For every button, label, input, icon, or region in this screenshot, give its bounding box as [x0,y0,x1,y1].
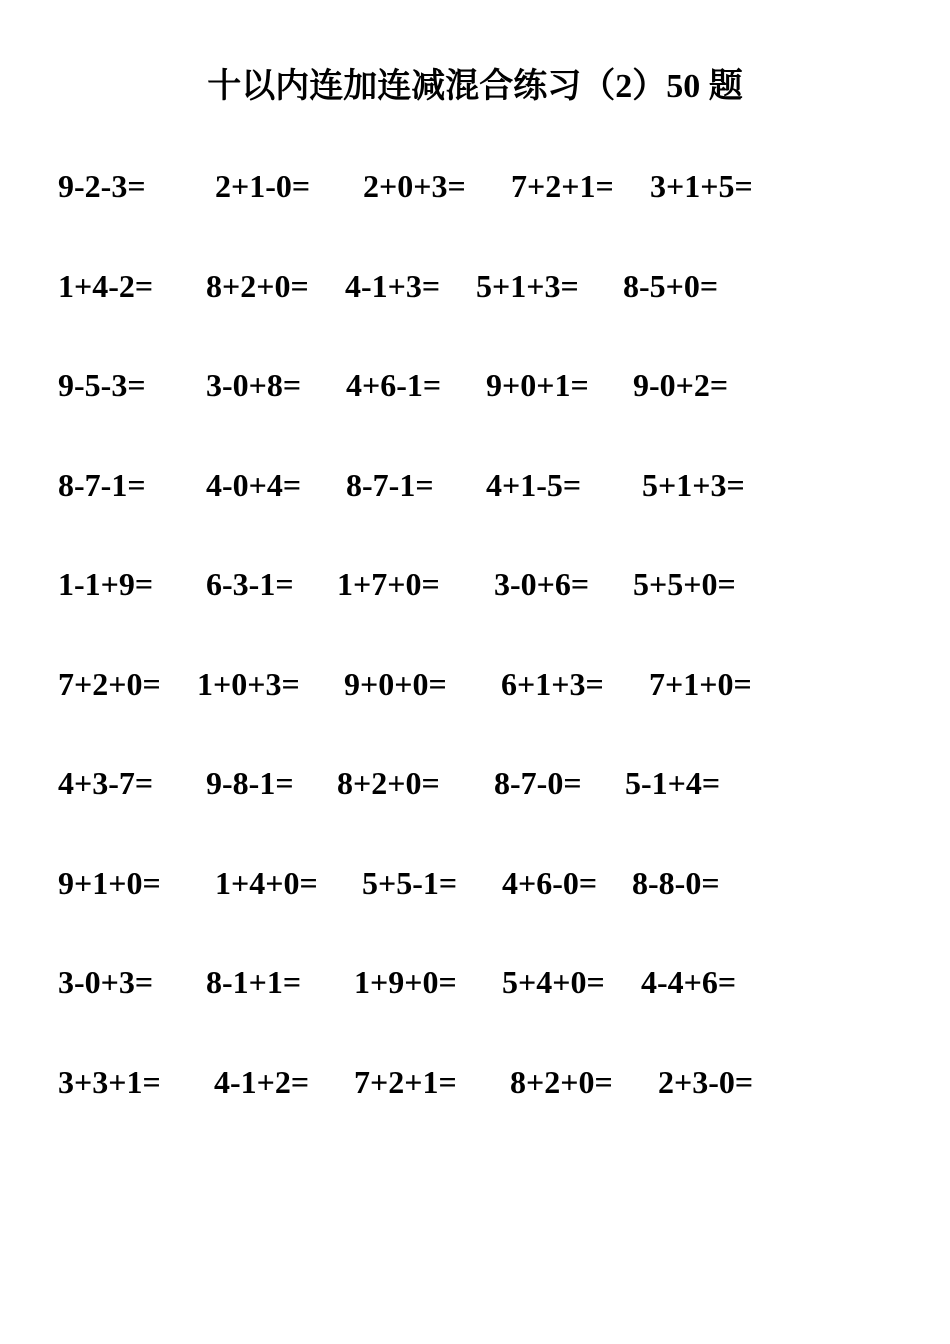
problem-row [0,465,950,505]
math-problem: 4-1+2= [214,1064,310,1100]
problem-row [0,962,950,1002]
math-problem: 3+3+1= [58,1064,161,1100]
math-problem: 8+2+0= [337,765,440,801]
problem-row [0,1062,950,1102]
math-problem: 8-8-0= [632,865,720,901]
math-problem: 1+9+0= [354,964,457,1000]
math-problem: 9-5-3= [58,367,146,403]
problem-row [0,763,950,803]
math-problem: 9-2-3= [58,168,146,204]
math-problem: 4-1+3= [345,268,441,304]
math-problem: 5+5+0= [633,566,736,602]
math-problem: 2+0+3= [363,168,466,204]
math-problem: 6+1+3= [501,666,604,702]
math-problem: 9+0+0= [344,666,447,702]
problem-row [0,863,950,903]
problem-row [0,365,950,405]
math-problem: 2+1-0= [215,168,311,204]
math-problem: 3+1+5= [650,168,753,204]
math-problem: 7+2+1= [354,1064,457,1100]
math-problem: 1+0+3= [197,666,300,702]
page-title: 十以内连加连减混合练习（2）50 题 [207,68,743,105]
math-problem: 8-7-1= [346,467,434,503]
math-problem: 5-1+4= [625,765,721,801]
math-problem: 5+4+0= [502,964,605,1000]
math-problem: 1-1+9= [58,566,154,602]
math-problem: 7+2+0= [58,666,161,702]
math-problem: 4+6-0= [502,865,598,901]
math-problem: 2+3-0= [658,1064,754,1100]
math-problem: 4+1-5= [486,467,582,503]
math-problem: 8-7-1= [58,467,146,503]
math-problem: 4-4+6= [641,964,737,1000]
math-problem: 9+1+0= [58,865,161,901]
math-problem: 9-0+2= [633,367,729,403]
math-problem: 7+2+1= [511,168,614,204]
math-problem: 8+2+0= [510,1064,613,1100]
math-problem: 9-8-1= [206,765,294,801]
math-problem: 1+4+0= [215,865,318,901]
math-problem: 9+0+1= [486,367,589,403]
math-problem: 4+3-7= [58,765,154,801]
math-problem: 8-1+1= [206,964,302,1000]
problem-row [0,266,950,306]
math-problem: 3-0+8= [206,367,302,403]
math-problem: 1+7+0= [337,566,440,602]
math-problem: 8+2+0= [206,268,309,304]
math-problem: 7+1+0= [649,666,752,702]
math-problem: 8-5+0= [623,268,719,304]
math-problem: 5+5-1= [362,865,458,901]
math-problem: 3-0+6= [494,566,590,602]
math-problem: 5+1+3= [476,268,579,304]
math-problem: 3-0+3= [58,964,154,1000]
math-problem: 4-0+4= [206,467,302,503]
problem-row [0,166,950,206]
math-problem: 5+1+3= [642,467,745,503]
math-problem: 1+4-2= [58,268,154,304]
math-problem: 4+6-1= [346,367,442,403]
problem-row [0,564,950,604]
math-problem: 8-7-0= [494,765,582,801]
problem-row [0,664,950,704]
math-problem: 6-3-1= [206,566,294,602]
